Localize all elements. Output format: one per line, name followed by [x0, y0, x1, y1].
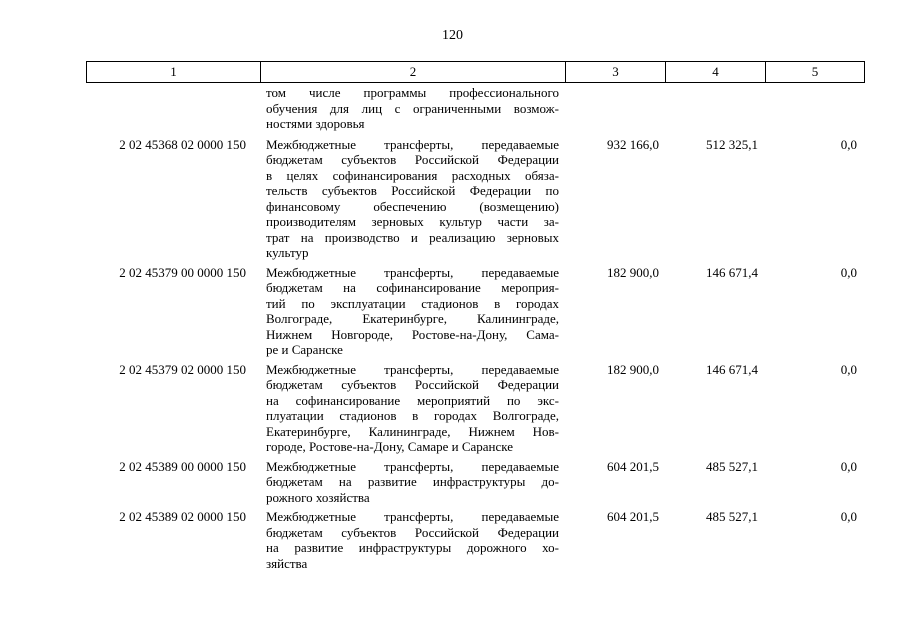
row-code: 2 02 45379 02 0000 150: [119, 361, 246, 377]
row-value-3: 182 900,0: [607, 264, 659, 280]
table-row: [86, 362, 865, 455]
header-col-4: 4: [666, 62, 766, 82]
description-line: Межбюджетные трансферты, передаваемые: [266, 264, 559, 280]
description-line: производителям зерновых культур части за-: [266, 214, 559, 229]
table-row: [86, 459, 865, 506]
description-line: бюджетам субъектов Российской Федерации: [266, 152, 559, 167]
row-value-3: 182 900,0: [607, 361, 659, 377]
description-line: Межбюджетные трансферты, передаваемые: [266, 136, 559, 152]
row-value-4: 146 671,4: [706, 361, 758, 377]
description-line: тий по эксплуатации стадионов в городах: [266, 295, 559, 311]
description-line: том числе программы профессионального: [266, 85, 559, 100]
row-value-5: 0,0: [840, 136, 857, 152]
header-col-5: 5: [811, 64, 819, 79]
table-row: [86, 509, 865, 571]
row-value-4: 512 325,1: [706, 136, 758, 152]
row-code: 2 02 45389 02 0000 150: [119, 509, 246, 524]
row-value-5: 0,0: [840, 509, 857, 524]
row-description: [260, 459, 565, 506]
row-value-4: 485 527,1: [706, 509, 758, 524]
row-description: [260, 265, 565, 358]
row-value-5: 0,0: [840, 458, 857, 474]
row-description: [260, 137, 565, 261]
description-line: в целях софинансирования расходных обяза-: [266, 167, 559, 183]
description-line: финансовому обеспечению (возмещению): [266, 198, 559, 214]
row-value-4: 146 671,4: [706, 264, 758, 280]
description-line: бюджетам на развитие инфраструктуры до-: [266, 474, 559, 489]
table-body: [86, 85, 865, 575]
row-value-5: 0,0: [840, 264, 857, 280]
description-line: бюджетам субъектов Российской Федерации: [266, 524, 559, 540]
row-description: [260, 509, 565, 571]
header-col-2: 2: [261, 62, 566, 82]
row-value-4: 485 527,1: [706, 458, 758, 474]
table-header: [86, 61, 865, 83]
row-value-5: [765, 85, 863, 132]
description-line: Межбюджетные трансферты, передаваемые: [266, 458, 559, 474]
row-description: [260, 85, 565, 132]
row-value-3: 604 201,5: [607, 458, 659, 474]
description-line: обучения для лиц с ограниченными возмож-: [266, 100, 559, 116]
table-row: [86, 137, 865, 261]
page-number: 120: [442, 28, 463, 43]
row-code: 2 02 45368 02 0000 150: [119, 136, 246, 152]
row-description: [260, 362, 565, 455]
description-line: рожного хозяйства: [266, 489, 370, 505]
row-value-3: 932 166,0: [607, 136, 659, 152]
description-line: Волгограде, Екатеринбурге, Калининграде,: [266, 311, 559, 326]
description-line: бюджетам субъектов Российской Федерации: [266, 377, 559, 392]
header-col-3: 3: [566, 62, 666, 82]
description-line: Нижнем Новгороде, Ростове-на-Дону, Сама-: [266, 326, 559, 342]
header-col-1: 1: [87, 62, 261, 82]
description-line: на софинансирование мероприятий по экс-: [266, 392, 559, 408]
description-line: Межбюджетные трансферты, передаваемые: [266, 509, 559, 524]
table-row: [86, 265, 865, 358]
row-value-3: [565, 85, 665, 132]
description-line: Екатеринбурге, Калининграде, Нижнем Нов-: [266, 423, 559, 439]
description-line: городе, Ростове-на-Дону, Самаре и Саранске: [266, 439, 514, 454]
description-line: культур: [266, 245, 309, 260]
description-line: Межбюджетные трансферты, передаваемые: [266, 361, 559, 377]
row-code: [86, 85, 260, 132]
description-line: бюджетам на софинансирование мероприя-: [266, 280, 559, 295]
description-line: трат на производство и реализацию зерновых: [266, 229, 559, 245]
row-value-3: 604 201,5: [607, 509, 659, 524]
row-code: 2 02 45389 00 0000 150: [119, 458, 246, 474]
continuation-row: [86, 85, 865, 132]
description-line: на развитие инфраструктуры дорожного хо-: [266, 540, 559, 555]
row-value-5: 0,0: [840, 361, 857, 377]
description-line: тельств субъектов Российской Федерации по: [266, 183, 559, 198]
row-code: 2 02 45379 00 0000 150: [119, 264, 246, 280]
row-value-4: [665, 85, 765, 132]
description-line: ре и Саранске: [266, 342, 343, 357]
description-line: зяйства: [266, 555, 308, 571]
description-line: ностями здоровья: [266, 116, 365, 131]
description-line: плуатации стадионов в городах Волгограде,: [266, 408, 559, 423]
